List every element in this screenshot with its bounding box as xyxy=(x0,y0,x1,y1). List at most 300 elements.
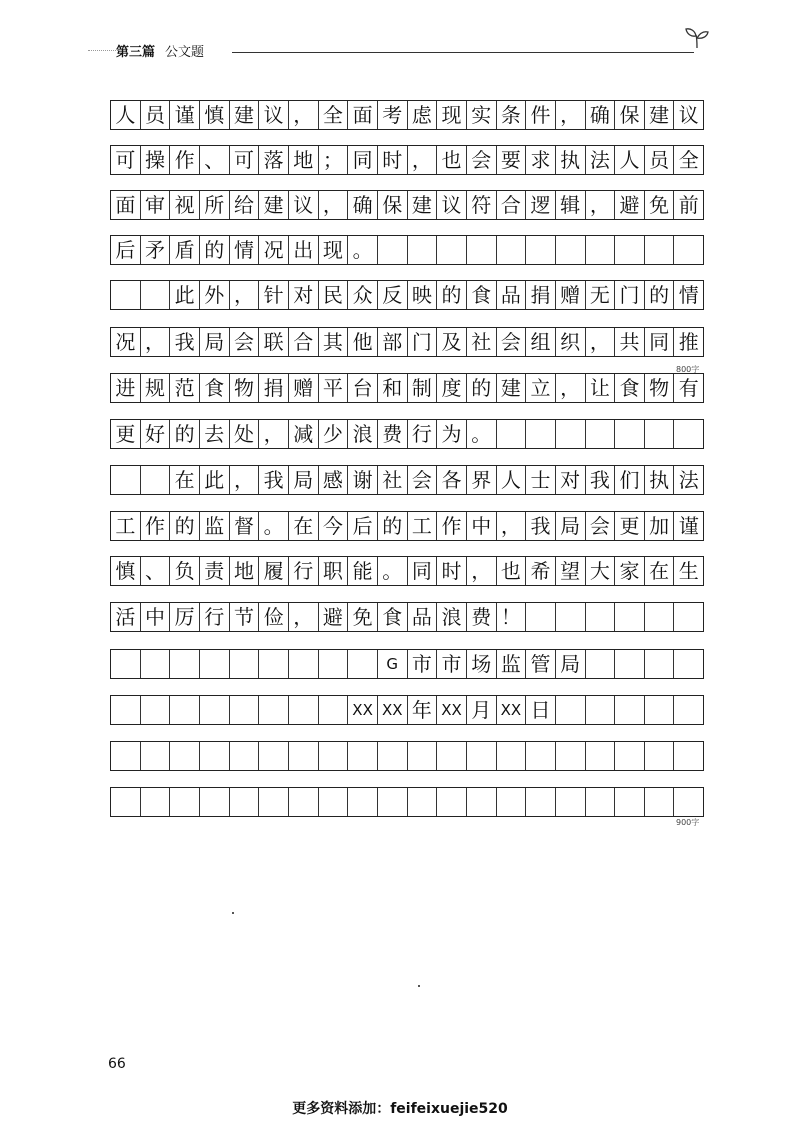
grid-cell: 对 xyxy=(556,466,586,494)
grid-cell xyxy=(526,742,556,770)
grid-cell: 赠 xyxy=(289,374,319,402)
grid-cell xyxy=(467,742,497,770)
grid-cell: 操 xyxy=(141,146,171,174)
grid-cell: G xyxy=(378,650,408,678)
grid-cell: 。 xyxy=(259,512,289,540)
grid-cell: ， xyxy=(467,557,497,585)
grid-cell: 年 xyxy=(408,696,438,724)
grid-cell: 食 xyxy=(378,603,408,631)
grid-cell xyxy=(111,742,141,770)
grid-cell: 共 xyxy=(615,328,645,356)
grid-cell: 同 xyxy=(348,146,378,174)
grid-cell xyxy=(170,696,200,724)
grid-cell xyxy=(348,650,378,678)
grid-cell: ， xyxy=(408,146,438,174)
grid-row xyxy=(110,695,704,725)
grid-cell: 去 xyxy=(200,420,230,448)
grid-cell: 和 xyxy=(378,374,408,402)
grid-cell: 议 xyxy=(259,101,289,129)
grid-cell: 监 xyxy=(200,512,230,540)
grid-cell: 条 xyxy=(497,101,527,129)
grid-cell: 其 xyxy=(319,328,349,356)
grid-cell: 职 xyxy=(319,557,349,585)
grid-cell xyxy=(615,788,645,816)
grid-cell: 前 xyxy=(678,193,699,217)
grid-cell: 食 xyxy=(200,374,230,402)
grid-cell xyxy=(289,696,319,724)
grid-cell xyxy=(615,603,645,631)
grid-cell: 局 xyxy=(556,512,586,540)
grid-cell xyxy=(526,603,556,631)
grid-cell xyxy=(497,788,527,816)
grid-cell: 视 xyxy=(170,191,200,219)
grid-cell: 的 xyxy=(200,236,230,264)
grid-cell xyxy=(645,603,675,631)
grid-cell: 反 xyxy=(378,281,408,309)
grid-cell: 立 xyxy=(526,374,556,402)
grid-cell: 门 xyxy=(408,328,438,356)
grid-cell xyxy=(497,420,527,448)
grid-cell: 谨 xyxy=(170,101,200,129)
grid-cell: 局 xyxy=(556,650,586,678)
grid-cell xyxy=(645,742,675,770)
grid-cell xyxy=(467,788,497,816)
grid-cell: 日 xyxy=(526,696,556,724)
grid-cell xyxy=(378,742,408,770)
grid-cell: 保 xyxy=(615,101,645,129)
grid-cell xyxy=(141,466,171,494)
grid-cell: 更 xyxy=(111,420,141,448)
header-rule xyxy=(232,52,694,53)
grid-cell xyxy=(200,650,230,678)
grid-cell: 赠 xyxy=(556,281,586,309)
grid-row xyxy=(110,511,704,541)
grid-cell: 推 xyxy=(678,330,699,354)
grid-cell: 在 xyxy=(645,557,675,585)
grid-cell: 浪 xyxy=(437,603,467,631)
grid-cell: 建 xyxy=(497,374,527,402)
grid-cell xyxy=(674,603,703,631)
grid-cell: 界 xyxy=(467,466,497,494)
grid-cell: 地 xyxy=(289,146,319,174)
grid-row xyxy=(110,602,704,632)
grid-cell: 避 xyxy=(319,603,349,631)
grid-cell: 针 xyxy=(259,281,289,309)
grid-cell: 今 xyxy=(319,512,349,540)
grid-cell xyxy=(200,788,230,816)
grid-cell: 家 xyxy=(615,557,645,585)
grid-row xyxy=(110,649,704,679)
grid-cell: 社 xyxy=(467,328,497,356)
grid-cell: 会 xyxy=(586,512,616,540)
grid-cell xyxy=(526,420,556,448)
scan-speck xyxy=(232,912,234,914)
grid-cell: 免 xyxy=(348,603,378,631)
grid-cell xyxy=(586,236,616,264)
grid-cell: 免 xyxy=(645,191,675,219)
grid-row xyxy=(110,787,704,817)
grid-cell: 责 xyxy=(200,557,230,585)
grid-cell: 议 xyxy=(289,191,319,219)
grid-cell: 活 xyxy=(111,603,141,631)
grid-cell xyxy=(141,742,171,770)
grid-cell: 他 xyxy=(348,328,378,356)
grid-cell: 避 xyxy=(615,191,645,219)
grid-cell: ， xyxy=(259,420,289,448)
grid-cell: 辑 xyxy=(556,191,586,219)
grid-cell: 们 xyxy=(615,466,645,494)
grid-cell: ， xyxy=(586,328,616,356)
grid-cell xyxy=(319,742,349,770)
grid-cell: 士 xyxy=(526,466,556,494)
grid-cell: 无 xyxy=(586,281,616,309)
grid-cell: 后 xyxy=(111,236,141,264)
grid-cell: 执 xyxy=(645,466,675,494)
grid-cell xyxy=(200,696,230,724)
grid-cell: ， xyxy=(230,281,260,309)
grid-cell: 浪 xyxy=(348,420,378,448)
grid-cell: XX xyxy=(378,696,408,724)
grid-cell: 民 xyxy=(319,281,349,309)
grid-cell: 工 xyxy=(408,512,438,540)
grid-cell: 品 xyxy=(497,281,527,309)
grid-cell xyxy=(526,236,556,264)
grid-cell: 更 xyxy=(615,512,645,540)
grid-cell xyxy=(586,420,616,448)
grid-cell xyxy=(141,788,171,816)
grid-cell xyxy=(586,603,616,631)
grid-cell: 希 xyxy=(526,557,556,585)
grid-cell xyxy=(319,788,349,816)
grid-cell xyxy=(674,236,703,264)
grid-cell: 度 xyxy=(437,374,467,402)
grid-cell: 时 xyxy=(437,557,467,585)
grid-cell: ， xyxy=(556,101,586,129)
grid-cell: 矛 xyxy=(141,236,171,264)
grid-cell: 平 xyxy=(319,374,349,402)
grid-cell: 进 xyxy=(111,374,141,402)
grid-cell: 社 xyxy=(378,466,408,494)
grid-cell xyxy=(586,788,616,816)
grid-cell: 处 xyxy=(230,420,260,448)
grid-cell: 会 xyxy=(497,328,527,356)
grid-cell xyxy=(141,696,171,724)
grid-cell: 的 xyxy=(467,374,497,402)
grid-cell xyxy=(170,650,200,678)
grid-cell xyxy=(170,742,200,770)
grid-row xyxy=(110,419,704,449)
grid-row xyxy=(110,100,704,130)
grid-cell: 、 xyxy=(200,146,230,174)
grid-cell xyxy=(230,650,260,678)
grid-cell xyxy=(408,788,438,816)
grid-cell: 月 xyxy=(467,696,497,724)
grid-cell: ， xyxy=(230,466,260,494)
grid-cell: 建 xyxy=(645,101,675,129)
grid-cell: 门 xyxy=(615,281,645,309)
grid-cell xyxy=(141,281,171,309)
header-dots xyxy=(88,50,118,51)
grid-cell: 。 xyxy=(378,557,408,585)
grid-cell: 实 xyxy=(467,101,497,129)
grid-cell: 情 xyxy=(230,236,260,264)
grid-cell: 全 xyxy=(678,148,699,172)
grid-cell: XX xyxy=(497,696,527,724)
grid-cell: 监 xyxy=(497,650,527,678)
grid-row xyxy=(110,741,704,771)
word-counter-900: 900字 xyxy=(676,818,700,827)
grid-cell: 人 xyxy=(497,466,527,494)
grid-cell: 的 xyxy=(437,281,467,309)
grid-cell: 、 xyxy=(141,557,171,585)
grid-cell: 建 xyxy=(230,101,260,129)
grid-cell: 慎 xyxy=(200,101,230,129)
grid-cell: 台 xyxy=(348,374,378,402)
grid-cell: 让 xyxy=(586,374,616,402)
grid-cell xyxy=(319,696,349,724)
grid-cell: 制 xyxy=(408,374,438,402)
grid-cell: 面 xyxy=(348,101,378,129)
grid-cell: 市 xyxy=(437,650,467,678)
grid-cell: 出 xyxy=(289,236,319,264)
grid-cell: 望 xyxy=(556,557,586,585)
grid-cell: 法 xyxy=(678,468,699,492)
grid-cell xyxy=(615,420,645,448)
grid-cell: 时 xyxy=(378,146,408,174)
grid-cell: 中 xyxy=(467,512,497,540)
grid-cell: 的 xyxy=(170,512,200,540)
grid-cell xyxy=(437,236,467,264)
grid-cell: 加 xyxy=(645,512,675,540)
grid-cell: 我 xyxy=(259,466,289,494)
grid-cell: 会 xyxy=(408,466,438,494)
grid-row xyxy=(110,465,704,495)
grid-cell: 范 xyxy=(170,374,200,402)
grid-cell: 俭 xyxy=(259,603,289,631)
grid-cell xyxy=(467,236,497,264)
grid-cell xyxy=(556,788,586,816)
grid-row xyxy=(110,280,704,310)
grid-cell: 捐 xyxy=(259,374,289,402)
grid-cell: 求 xyxy=(526,146,556,174)
grid-cell xyxy=(526,788,556,816)
grid-cell: 感 xyxy=(319,466,349,494)
grid-cell xyxy=(645,236,675,264)
grid-cell xyxy=(378,788,408,816)
grid-cell: 作 xyxy=(141,512,171,540)
grid-cell: 我 xyxy=(526,512,556,540)
grid-row xyxy=(110,190,704,220)
grid-cell: 联 xyxy=(259,328,289,356)
grid-cell xyxy=(645,650,675,678)
grid-cell: 慎 xyxy=(111,557,141,585)
grid-cell: 众 xyxy=(348,281,378,309)
grid-cell: 情 xyxy=(678,283,699,307)
grid-cell: ， xyxy=(586,191,616,219)
grid-cell: 局 xyxy=(200,328,230,356)
grid-cell xyxy=(200,742,230,770)
grid-cell: 考 xyxy=(378,101,408,129)
footer-note: 更多资料添加：feifeixuejie520 xyxy=(292,1101,508,1117)
grid-cell: 局 xyxy=(289,466,319,494)
subject-label: 公文题 xyxy=(165,45,205,60)
grid-row xyxy=(110,145,704,175)
grid-cell: 保 xyxy=(378,191,408,219)
grid-row xyxy=(110,235,704,265)
grid-cell: 给 xyxy=(230,191,260,219)
grid-cell: 全 xyxy=(319,101,349,129)
grid-cell xyxy=(497,742,527,770)
grid-cell: 场 xyxy=(467,650,497,678)
grid-cell: 人 xyxy=(615,146,645,174)
grid-cell xyxy=(408,236,438,264)
grid-cell: 同 xyxy=(408,557,438,585)
grid-cell: ， xyxy=(497,512,527,540)
grid-cell: 行 xyxy=(408,420,438,448)
grid-cell: ， xyxy=(141,328,171,356)
grid-cell: 合 xyxy=(497,191,527,219)
grid-cell xyxy=(615,236,645,264)
grid-cell: 的 xyxy=(170,420,200,448)
grid-cell: 合 xyxy=(289,328,319,356)
grid-cell: 审 xyxy=(141,191,171,219)
grid-cell: 的 xyxy=(645,281,675,309)
grid-cell xyxy=(408,742,438,770)
grid-cell xyxy=(111,788,141,816)
grid-cell xyxy=(230,696,260,724)
grid-cell: 建 xyxy=(408,191,438,219)
grid-cell: 。 xyxy=(467,420,497,448)
grid-cell xyxy=(230,742,260,770)
grid-cell: 人 xyxy=(111,101,141,129)
grid-cell xyxy=(674,742,703,770)
grid-cell: 执 xyxy=(556,146,586,174)
grid-cell xyxy=(586,742,616,770)
grid-cell xyxy=(556,742,586,770)
grid-cell xyxy=(141,650,171,678)
grid-cell xyxy=(259,650,289,678)
grid-cell: 作 xyxy=(170,146,200,174)
grid-cell: 盾 xyxy=(170,236,200,264)
grid-cell: 大 xyxy=(586,557,616,585)
grid-cell xyxy=(586,650,616,678)
grid-cell: XX xyxy=(437,696,467,724)
grid-cell: 后 xyxy=(348,512,378,540)
grid-cell xyxy=(645,696,675,724)
grid-cell xyxy=(170,788,200,816)
grid-cell: 组 xyxy=(526,328,556,356)
grid-cell xyxy=(615,650,645,678)
grid-cell: 会 xyxy=(230,328,260,356)
grid-cell: 况 xyxy=(111,328,141,356)
grid-cell: 同 xyxy=(645,328,675,356)
grid-cell: 我 xyxy=(170,328,200,356)
grid-cell: 可 xyxy=(111,146,141,174)
grid-cell: 员 xyxy=(141,101,171,129)
grid-cell xyxy=(556,696,586,724)
grid-cell: 外 xyxy=(200,281,230,309)
grid-cell: 确 xyxy=(348,191,378,219)
grid-cell: 费 xyxy=(467,603,497,631)
grid-cell: 中 xyxy=(141,603,171,631)
grid-cell: 品 xyxy=(408,603,438,631)
grid-cell xyxy=(259,788,289,816)
grid-cell: 此 xyxy=(170,281,200,309)
grid-cell: 督 xyxy=(230,512,260,540)
grid-cell: 也 xyxy=(497,557,527,585)
grid-cell: 虑 xyxy=(408,101,438,129)
grid-cell xyxy=(348,742,378,770)
grid-cell: 建 xyxy=(259,191,289,219)
grid-cell: 物 xyxy=(230,374,260,402)
grid-cell: ， xyxy=(556,374,586,402)
grid-cell xyxy=(437,742,467,770)
grid-cell xyxy=(259,696,289,724)
grid-cell: 节 xyxy=(230,603,260,631)
grid-cell: 食 xyxy=(467,281,497,309)
grid-cell xyxy=(111,696,141,724)
grid-cell: 对 xyxy=(289,281,319,309)
grid-cell: 也 xyxy=(437,146,467,174)
grid-cell: ， xyxy=(319,191,349,219)
grid-cell: 地 xyxy=(230,557,260,585)
grid-cell xyxy=(615,742,645,770)
grid-cell: 议 xyxy=(678,103,699,127)
grid-cell xyxy=(645,788,675,816)
grid-cell: 件 xyxy=(526,101,556,129)
grid-cell xyxy=(111,466,141,494)
grid-cell xyxy=(586,696,616,724)
grid-cell xyxy=(289,742,319,770)
grid-cell: 管 xyxy=(526,650,556,678)
grid-cell xyxy=(289,788,319,816)
grid-cell xyxy=(674,650,703,678)
grid-cell: 此 xyxy=(200,466,230,494)
grid-cell: 现 xyxy=(437,101,467,129)
grid-cell: 况 xyxy=(259,236,289,264)
page-number: 66 xyxy=(108,1056,126,1072)
grid-cell: 及 xyxy=(437,328,467,356)
grid-cell: 市 xyxy=(408,650,438,678)
grid-cell: 在 xyxy=(170,466,200,494)
sprout-icon xyxy=(684,26,710,50)
grid-cell: 议 xyxy=(437,191,467,219)
grid-cell: 会 xyxy=(467,146,497,174)
grid-cell: 作 xyxy=(437,512,467,540)
grid-cell: 少 xyxy=(319,420,349,448)
grid-cell: 我 xyxy=(586,466,616,494)
grid-cell xyxy=(556,420,586,448)
grid-cell: 规 xyxy=(141,374,171,402)
grid-cell: 食 xyxy=(615,374,645,402)
grid-cell: 的 xyxy=(378,512,408,540)
grid-cell: 为 xyxy=(437,420,467,448)
grid-cell: 员 xyxy=(645,146,675,174)
grid-cell xyxy=(497,236,527,264)
grid-cell: 逻 xyxy=(526,191,556,219)
grid-cell xyxy=(615,696,645,724)
grid-cell xyxy=(674,788,703,816)
grid-cell: 谢 xyxy=(348,466,378,494)
grid-cell: 有 xyxy=(678,376,699,400)
word-counter-800: 800字 xyxy=(676,365,700,374)
grid-cell: ； xyxy=(319,146,349,174)
grid-cell: 所 xyxy=(200,191,230,219)
grid-cell: 。 xyxy=(348,236,378,264)
grid-cell: 行 xyxy=(200,603,230,631)
grid-cell: 履 xyxy=(259,557,289,585)
grid-cell: 费 xyxy=(378,420,408,448)
